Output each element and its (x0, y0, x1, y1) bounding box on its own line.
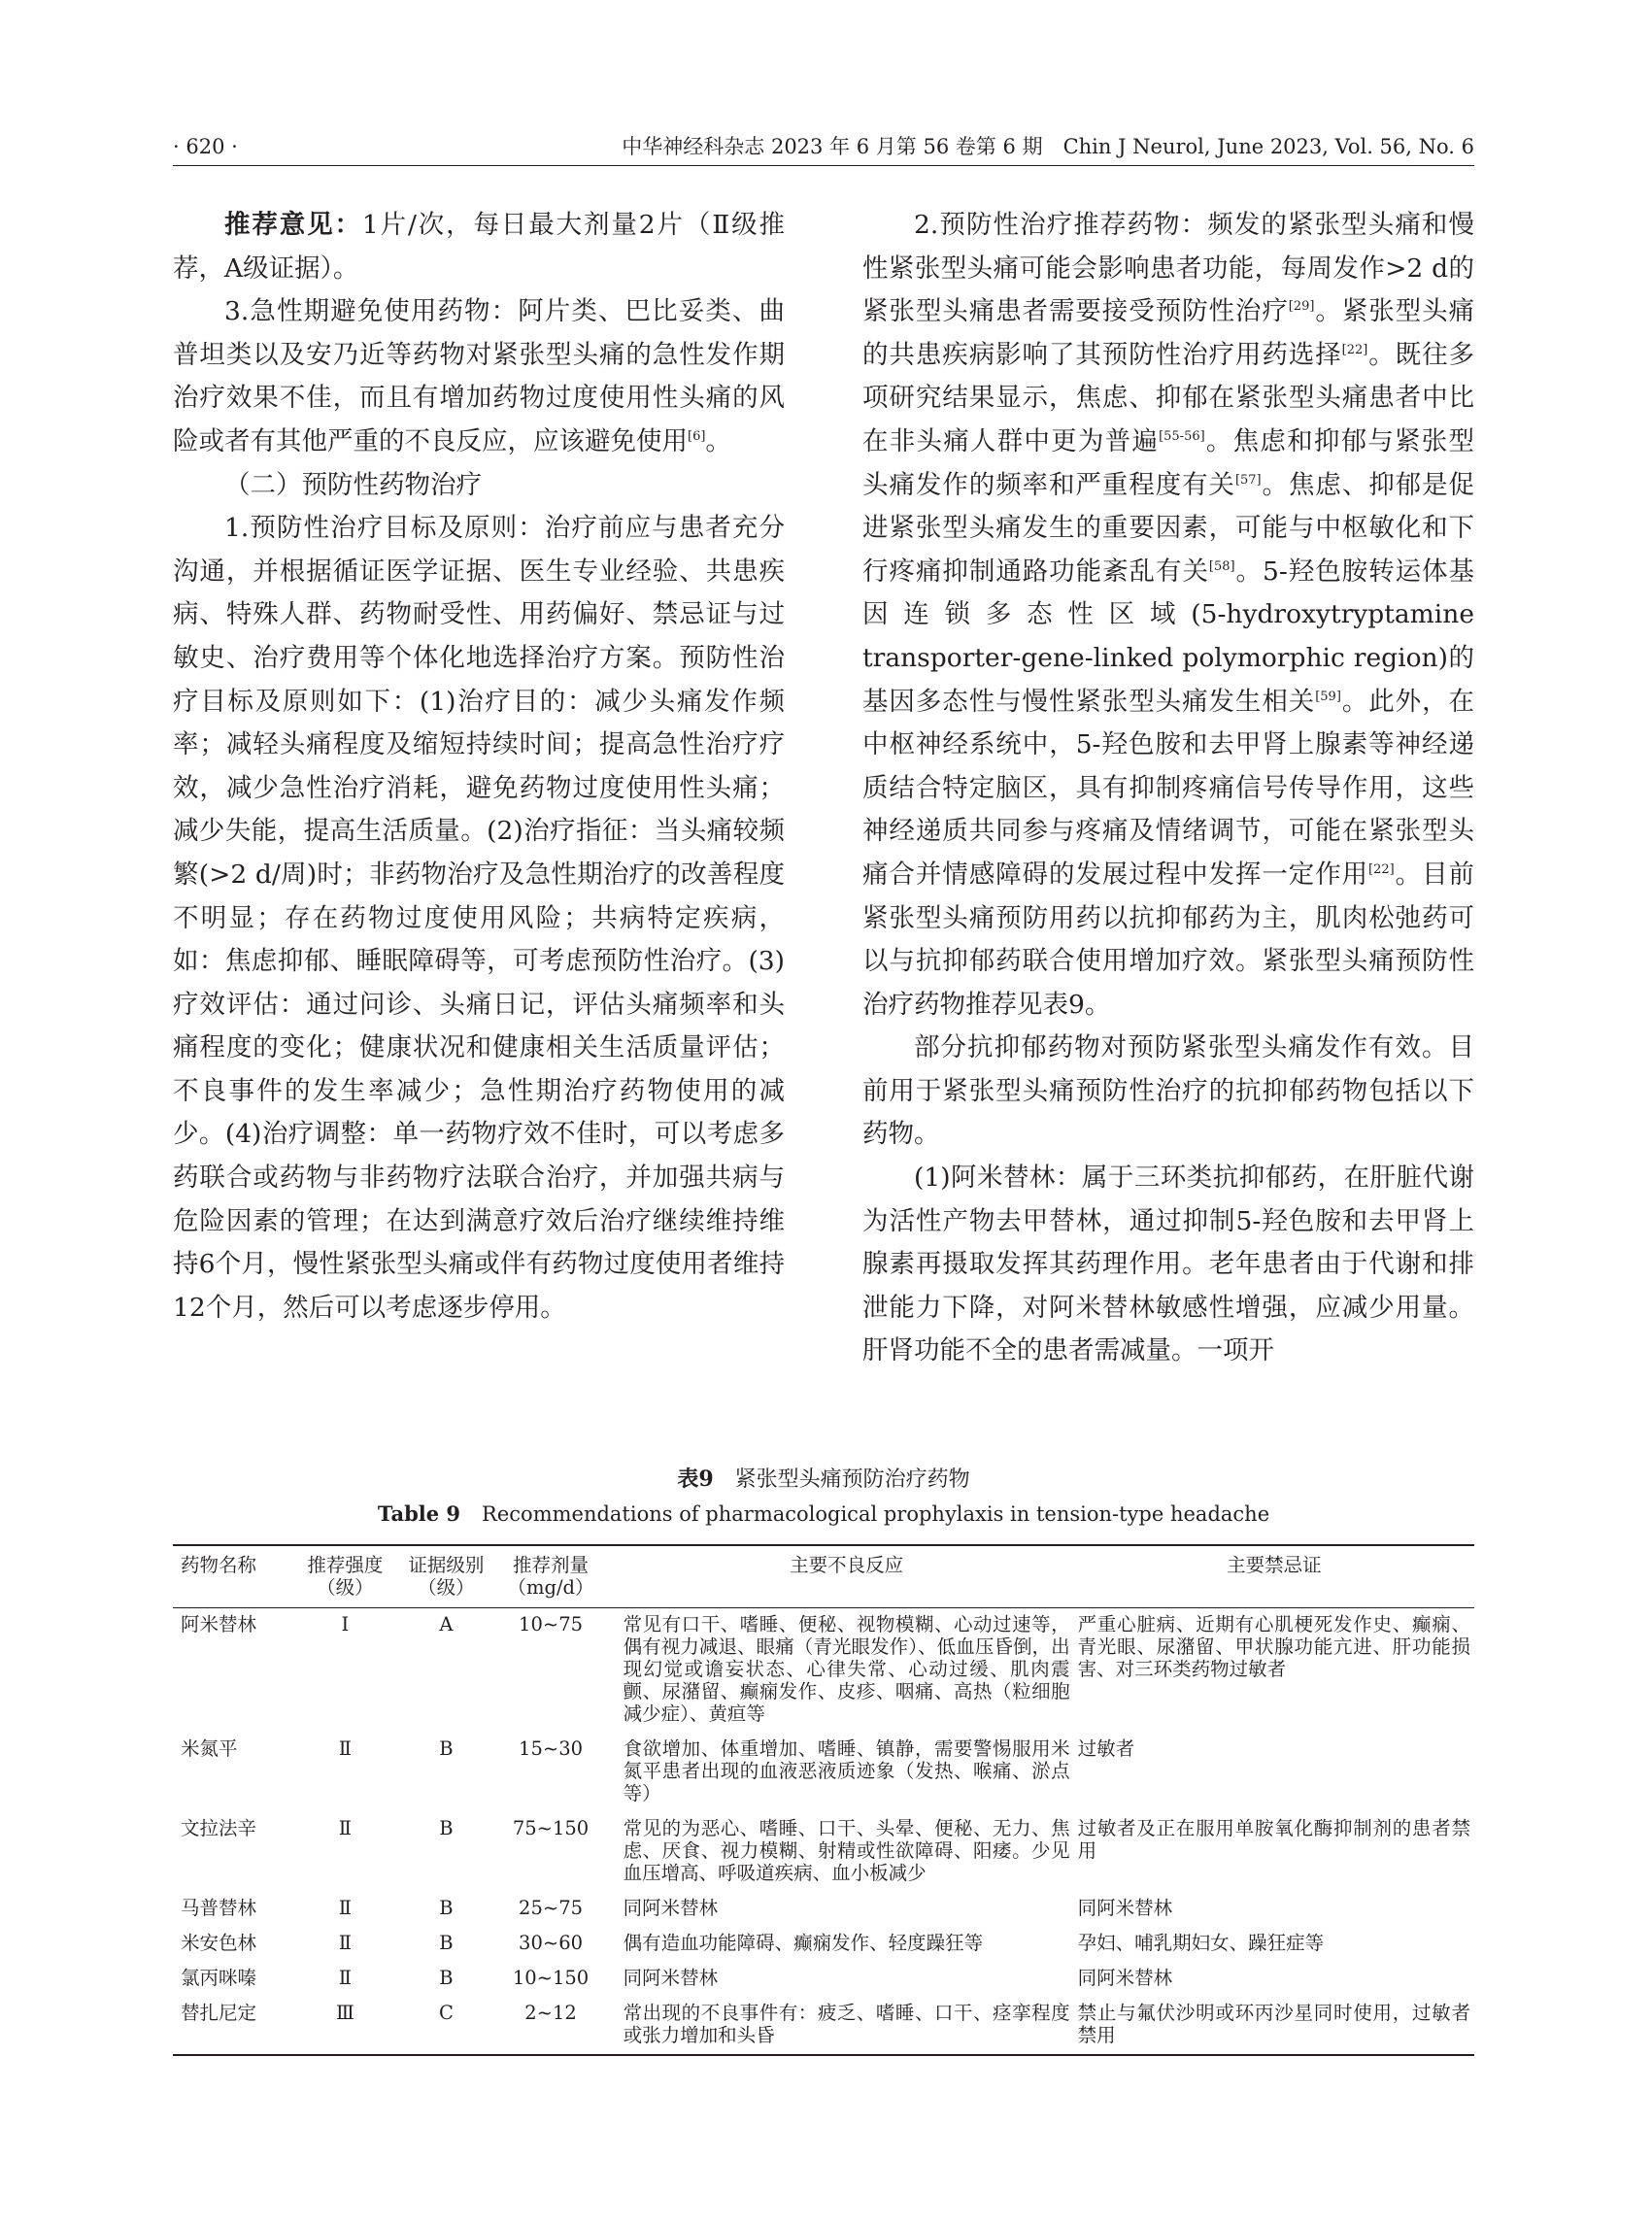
cell-drug: 阿米替林 (181, 1613, 257, 1635)
cell-strength: Ⅱ (338, 1967, 352, 1989)
cell-contra: 过敏者及正在服用单胺氧化酶抑制剂的患者禁用 (1077, 1817, 1470, 1862)
cell-dose: 75~150 (512, 1817, 590, 1839)
cell-drug: 米安色林 (181, 1932, 257, 1954)
reference: [22] (1368, 862, 1395, 878)
cell-dose: 10~150 (512, 1967, 590, 1989)
table-caption-en: Table 9 Recommendations of pharmacological prophylaxis in tension-type headache (377, 1501, 1270, 1526)
header-evidence: 证据级别 （级） (408, 1554, 485, 1599)
cell-strength: Ⅰ (341, 1613, 350, 1635)
cell-evidence: B (439, 1737, 454, 1760)
table-row (173, 1892, 1474, 1927)
table-row (173, 1927, 1474, 1962)
left-column (173, 204, 785, 1330)
cell-adverse: 常见有口干、嗜睡、便秘、视物模糊、心动过速等，偶有视力减退、眼痛（青光眼发作）、低血压昏倒，出现幻觉或谵妄状态、心律失常、心动过缓、肌肉震颤、尿潴留、癫痫发作、皮疹、咽痛、高热（粒细胞减少症）、黄疸等 (623, 1613, 1070, 1725)
table-caption-zh: 表9 紧张型头痛预防治疗药物 (677, 1466, 970, 1492)
cell-contra: 过敏者 (1077, 1737, 1135, 1760)
header-strength: 推荐强度 （级） (307, 1554, 384, 1599)
prevention-drug-paragraph: 2.预防性治疗推荐药物：频发的紧张型头痛和慢性紧张型头痛可能会影响患者功能，每周发作>2 d的紧张型头痛患者需要接受预防性治疗[29]。紧张型头痛的共患疾病影响了其预防性治疗用药选择[22]。既往多项研究结果显示，焦虑、抑郁在紧张型头痛患者中比在非头痛人群中更为普遍[55-56]。焦虑和抑郁与紧张型头痛发作的频率和严重程度有关[57]。焦虑、抑郁是促进紧张型头痛发生的重要因素，可能与中枢敏化和下行疼痛抑制通路功能紊乱有关[58]。5-羟色胺转运体基因连锁多态性区域(5-hydroxytryptamine transporter-gene-linked polymorphic region)的基因多态性与慢性紧张型头痛发生相关[59]。此外，在中枢神经系统中，5-羟色胺和去甲肾上腺素等神经递质结合特定脑区，具有抑制疼痛信号传导作用，这些神经递质共同参与疼痛及情绪调节，可能在紧张型头痛合并情感障碍的发展过程中发挥一定作用[22]。目前紧张型头痛预防用药以抗抑郁药为主，肌肉松弛药可以与抗抑郁药联合使用增加疗效。紧张型头痛预防性治疗药物推荐见表9。 (862, 210, 1475, 1020)
drug-table (173, 1544, 1474, 2056)
cell-drug: 文拉法辛 (181, 1817, 257, 1839)
cell-contra: 禁止与氟伏沙明或环丙沙星同时使用，过敏者禁用 (1077, 2002, 1470, 2046)
cell-evidence: A (439, 1613, 454, 1635)
cell-adverse: 偶有造血功能障碍、癫痫发作、轻度躁狂等 (623, 1932, 984, 1954)
cell-strength: Ⅱ (338, 1817, 352, 1839)
table-header-row (173, 1545, 1474, 1608)
header-contra: 主要禁忌证 (1227, 1554, 1322, 1576)
acute-avoid-paragraph: 3.急性期避免使用药物：阿片类、巴比妥类、曲普坦类以及安乃近等药物对紧张型头痛的急性发作期治疗效果不佳，而且有增加药物过度使用性头痛的风险或者有其他严重的不良反应，应该避免使用[6]。 (173, 296, 785, 456)
cell-dose: 25~75 (519, 1897, 584, 1919)
cell-strength: Ⅱ (338, 1737, 352, 1760)
cell-contra: 同阿米替林 (1077, 1897, 1173, 1919)
reference: [58] (1208, 558, 1235, 574)
cell-evidence: B (439, 1932, 454, 1954)
page-number: · 620 · (173, 135, 238, 158)
table-row (173, 1812, 1474, 1892)
table-row (173, 1608, 1474, 1734)
table-row (173, 1733, 1474, 1812)
cell-adverse: 同阿米替林 (623, 1897, 719, 1919)
reference: [55-56] (1159, 429, 1205, 445)
antidepressant-paragraph: 部分抗抑郁药物对预防紧张型头痛发作有效。目前用于紧张型头痛预防性治疗的抗抑郁药物包括以下药物。 (862, 1032, 1474, 1150)
reference: [59] (1315, 689, 1341, 704)
cell-evidence: B (439, 1967, 454, 1989)
cell-evidence: B (439, 1897, 454, 1919)
recommendation-label: 推荐意见： (224, 210, 362, 240)
header-drug: 药物名称 (181, 1554, 257, 1576)
reference: [22] (1341, 342, 1368, 357)
reference: [6] (688, 429, 706, 445)
running-header (173, 132, 1474, 166)
section-heading: （二）预防性药物治疗 (224, 469, 482, 500)
cell-dose: 30~60 (519, 1932, 584, 1954)
cell-contra: 严重心脏病、近期有心肌梗死发作史、癫痫、青光眼、尿潴留、甲状腺功能亢进、肝功能损害、对三环类药物过敏者 (1077, 1613, 1470, 1680)
cell-adverse: 食欲增加、体重增加、嗜睡、镇静，需要警惕服用米氮平患者出现的血液恶液质迹象（发热、喉痛、淤点等） (623, 1737, 1070, 1804)
cell-adverse: 同阿米替林 (623, 1967, 719, 1989)
cell-adverse: 常见的为恶心、嗜睡、口干、头晕、便秘、无力、焦虑、厌食、视力模糊、射精或性欲障碍、阳痿。少见血压增高、呼吸道疾病、血小板减少 (623, 1817, 1070, 1884)
cell-drug: 马普替林 (181, 1897, 257, 1919)
cell-dose: 2~12 (524, 2002, 577, 2024)
reference: [57] (1234, 472, 1262, 488)
cell-evidence: C (438, 2002, 454, 2024)
cell-drug: 替扎尼定 (181, 2002, 257, 2024)
header-dose: 推荐剂量 （mg/d） (507, 1554, 594, 1599)
cell-strength: Ⅱ (338, 1897, 352, 1919)
cell-dose: 15~30 (519, 1737, 584, 1760)
cell-strength: Ⅲ (335, 2002, 354, 2024)
header-adverse: 主要不良反应 (790, 1554, 904, 1576)
amitriptyline-paragraph: (1)阿米替林：属于三环类抗抑郁药，在肝脏代谢为活性产物去甲替林，通过抑制5-羟色胺和去甲肾上腺素再摄取发挥其药理作用。老年患者由于代谢和排泄能力下降，对阿米替林敏感性增强，应减少用量。肝肾功能不全的患者需减量。一项开 (862, 1163, 1474, 1366)
cell-contra: 孕妇、哺乳期妇女、躁狂症等 (1077, 1932, 1325, 1954)
journal-citation: 中华神经科杂志 2023 年 6 月第 56 卷第 6 期 Chin J Neurol, June 2023, Vol. 56, No. 6 (622, 135, 1474, 158)
recommendation-paragraph: 推荐意见：1片/次，每日最大剂量2片（Ⅱ级推荐，A级证据）。 (173, 210, 785, 284)
prevention-principle-paragraph: 1.预防性治疗目标及原则：治疗前应与患者充分沟通，并根据循证医学证据、医生专业经验、共患疾病、特殊人群、药物耐受性、用药偏好、禁忌证与过敏史、治疗费用等个体化地选择治疗方案。预防性治疗目标及原则如下：(1)治疗目的：减少头痛发作频率；减轻头痛程度及缩短持续时间；提高急性治疗疗效，减少急性治疗消耗，避免药物过度使用性头痛；减少失能，提高生活质量。(2)治疗指征：当头痛较频繁(>2 d/周)时；非药物治疗及急性期治疗的改善程度不明显；存在药物过度使用风险；共病特定疾病，如：焦虑抑郁、睡眠障碍等，可考虑预防性治疗。(3)疗效评估：通过问诊、头痛日记，评估头痛频率和头痛程度的变化；健康状况和健康相关生活质量评估；不良事件的发生率减少；急性期治疗药物使用的减少。(4)治疗调整：单一药物疗效不佳时，可以考虑多药联合或药物与非药物疗法联合治疗，并加强共病与危险因素的管理；在达到满意疗效后治疗继续维持维持6个月，慢性紧张型头痛或伴有药物过度使用者维持12个月，然后可以考虑逐步停用。 (173, 513, 785, 1323)
right-column (862, 204, 1474, 1373)
cell-adverse: 常出现的不良事件有：疲乏、嗜睡、口干、痉挛程度或张力增加和头昏 (623, 2002, 1070, 2046)
cell-drug: 米氮平 (181, 1737, 238, 1760)
cell-drug: 氯丙咪嗪 (181, 1967, 257, 1989)
cell-contra: 同阿米替林 (1077, 1967, 1173, 1989)
cell-evidence: B (439, 1817, 454, 1839)
table-row (173, 1962, 1474, 1997)
table-row (173, 1997, 1474, 2055)
cell-dose: 10~75 (519, 1613, 584, 1635)
reference: [29] (1288, 299, 1315, 315)
cell-strength: Ⅱ (338, 1932, 352, 1954)
